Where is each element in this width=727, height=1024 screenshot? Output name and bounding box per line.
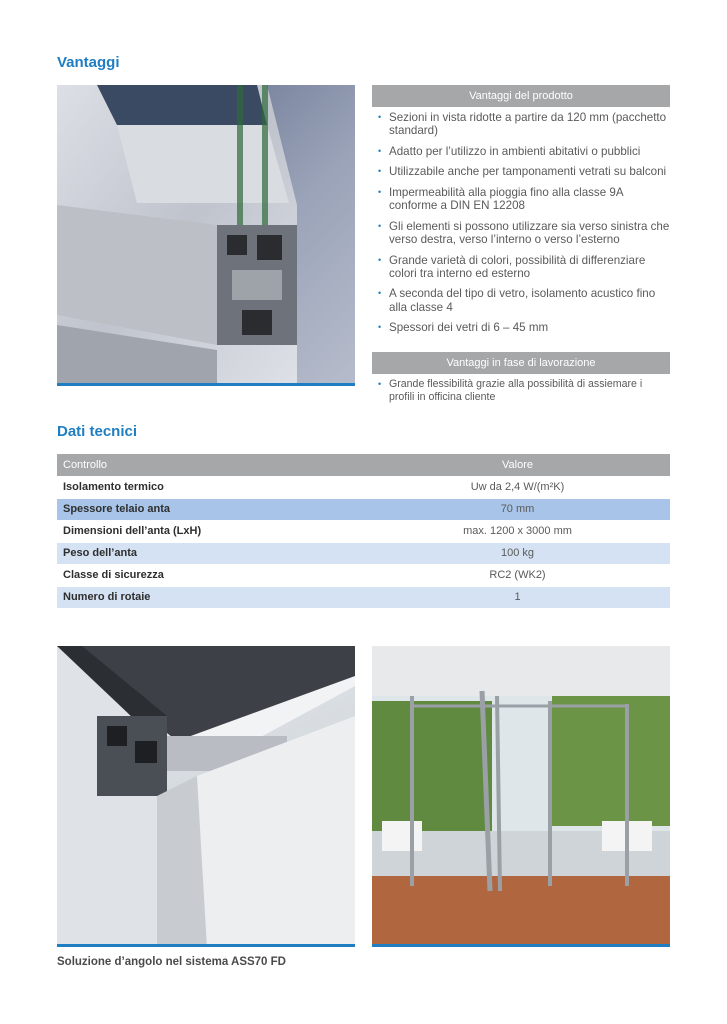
table-row xyxy=(57,476,670,498)
section-title-vantaggi: Vantaggi xyxy=(57,54,120,71)
row-value: 1 xyxy=(365,586,670,608)
processing-advantages-header: Vantaggi in fase di lavorazione xyxy=(372,352,670,374)
image-accent-bar xyxy=(57,383,355,386)
product-advantages-header: Vantaggi del prodotto xyxy=(372,85,670,107)
corner-profile-image xyxy=(57,646,355,947)
list-item: • Grande varietà di colori, possibilità di differenziare colori tra interno ed esterno xyxy=(378,254,670,280)
row-label: Isolamento termico xyxy=(57,476,365,498)
section-title-dati-tecnici: Dati tecnici xyxy=(57,423,138,440)
image-caption: Soluzione d’angolo nel sistema ASS70 FD xyxy=(57,956,286,968)
row-label: Peso dell’anta xyxy=(57,542,365,564)
list-item: • Spessori dei vetri di 6 – 45 mm xyxy=(378,321,670,334)
row-value: 100 kg xyxy=(365,542,670,564)
col-header-value: Valore xyxy=(365,454,670,476)
row-label: Numero di rotaie xyxy=(57,586,365,608)
table-row xyxy=(57,586,670,608)
product-advantages-list xyxy=(378,111,670,342)
table-row xyxy=(57,498,670,520)
row-value: RC2 (WK2) xyxy=(365,564,670,586)
table-row xyxy=(57,564,670,586)
row-value: Uw da 2,4 W/(m²K) xyxy=(365,476,670,498)
table-header-row xyxy=(57,454,670,476)
processing-advantages-list xyxy=(378,378,670,411)
list-item: • Impermeabilità alla pioggia fino alla classe 9A conforme a DIN EN 12208 xyxy=(378,186,670,212)
list-item: • Gli elementi si possono utilizzare sia verso sinistra che verso destra, verso l’interno o verso l’esterno xyxy=(378,220,670,246)
list-item: • Utilizzabile anche per tamponamenti vetrati su balconi xyxy=(378,165,670,178)
window-profile-image xyxy=(57,85,355,386)
row-label: Dimensioni dell’anta (LxH) xyxy=(57,520,365,542)
folding-door-room-image xyxy=(372,646,670,947)
image-accent-bar xyxy=(372,944,670,947)
image-accent-bar xyxy=(57,944,355,947)
table-row xyxy=(57,542,670,564)
table-row xyxy=(57,520,670,542)
row-value: 70 mm xyxy=(365,498,670,520)
list-item: • Adatto per l’utilizzo in ambienti abitativi o pubblici xyxy=(378,145,670,158)
row-value: max. 1200 x 3000 mm xyxy=(365,520,670,542)
row-label: Classe di sicurezza xyxy=(57,564,365,586)
tech-data-table xyxy=(57,454,670,609)
col-header-control: Controllo xyxy=(57,454,365,476)
row-label: Spessore telaio anta xyxy=(57,498,365,520)
list-item: • Grande flessibilità grazie alla possibilità di assiemare i profili in officina cliente xyxy=(378,378,670,404)
list-item: • A seconda del tipo di vetro, isolamento acustico fino alla classe 4 xyxy=(378,287,670,313)
list-item: • Sezioni in vista ridotte a partire da 120 mm (pacchetto standard) xyxy=(378,111,670,137)
